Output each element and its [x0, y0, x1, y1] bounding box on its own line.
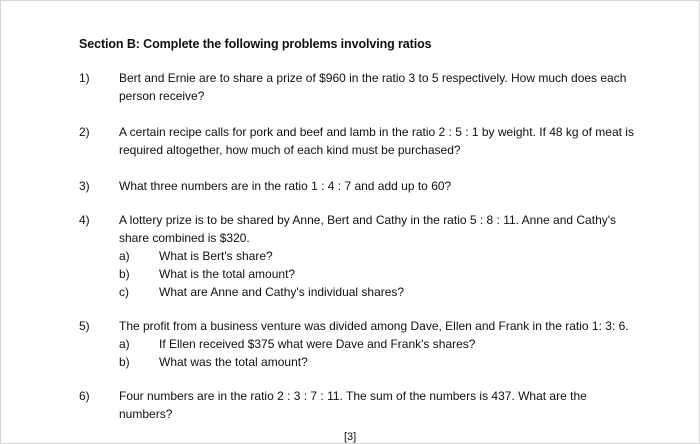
- sub-question-letter: b): [119, 267, 130, 281]
- question-text: The profit from a business venture was divided among Dave, Ellen and Frank in the ratio 1: 3: 6.: [119, 319, 629, 333]
- question-number: 4): [79, 213, 90, 227]
- question-text: Bert and Ernie are to share a prize of $960 in the ratio 3 to 5 respectively. How much does each person receive?: [119, 71, 627, 103]
- sub-question: [119, 265, 295, 283]
- sub-question-text: If Ellen received $375 what were Dave and Frank's shares?: [159, 337, 476, 351]
- question-text: A certain recipe calls for pork and beef and lamb in the ratio 2 : 5 : 1 by weight. If 48 kg of meat is required altogether, how much of each kind must be purchased?: [119, 125, 634, 157]
- marks-label: [3]: [344, 431, 357, 443]
- sub-question-text: What was the total amount?: [159, 355, 308, 369]
- sub-question-text: What is the total amount?: [159, 267, 296, 281]
- question-number: 5): [79, 319, 90, 333]
- question-number: 1): [79, 71, 90, 85]
- sub-question-letter: a): [119, 337, 130, 351]
- sub-question-letter: c): [119, 285, 129, 299]
- sub-question: [119, 247, 273, 265]
- question-number: 3): [79, 179, 90, 193]
- section-heading: Section B: Complete the following problems involving ratios: [79, 37, 432, 51]
- sub-question-text: What is Bert's share?: [159, 249, 273, 263]
- question-number: 6): [79, 389, 90, 403]
- sub-question-text: What are Anne and Cathy's individual shares?: [159, 285, 405, 299]
- question-text: What three numbers are in the ratio 1 : 4 : 7 and add up to 60?: [119, 179, 452, 193]
- sub-question: [119, 353, 308, 371]
- sub-question: [119, 335, 475, 353]
- question-text: Four numbers are in the ratio 2 : 3 : 7 : 11. The sum of the numbers is 437. What are the numbers?: [119, 389, 587, 421]
- question-text: A lottery prize is to be shared by Anne, Bert and Cathy in the ratio 5 : 8 : 11. Anne and Cathy's share combined is $320.: [119, 213, 617, 245]
- sub-question-letter: a): [119, 249, 130, 263]
- question-number: 2): [79, 125, 90, 139]
- sub-question: [119, 283, 404, 301]
- sub-question-letter: b): [119, 355, 130, 369]
